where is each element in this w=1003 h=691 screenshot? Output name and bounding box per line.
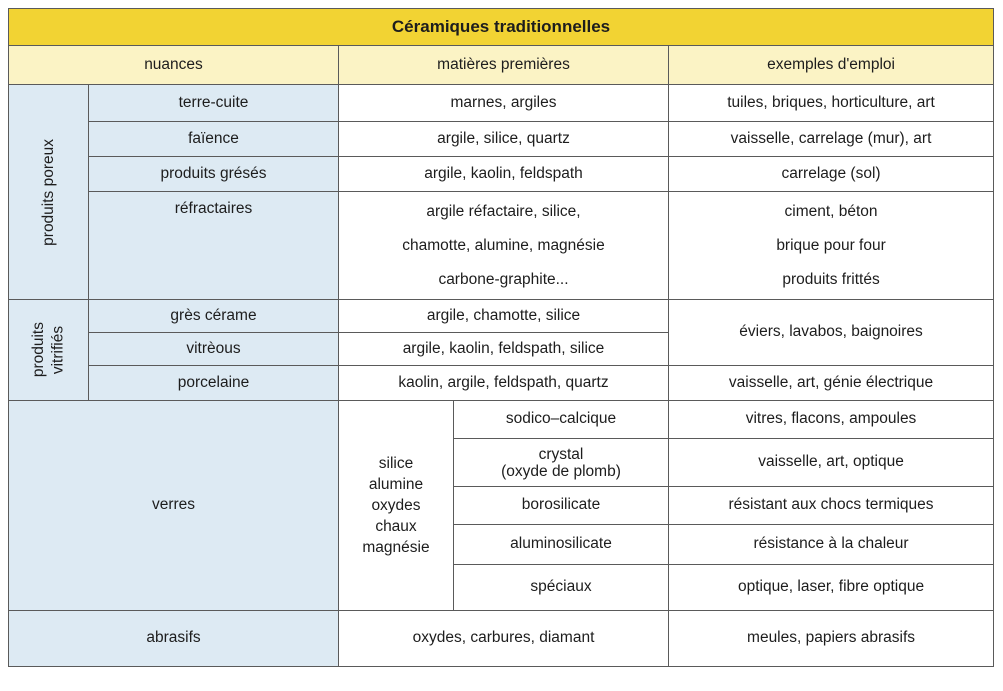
matieres-refractaires-line: carbone-graphite... bbox=[438, 270, 569, 288]
exemples-gres-vitreous: éviers, lavabos, baignoires bbox=[669, 300, 994, 366]
exemples-speciaux: optique, laser, fibre optique bbox=[669, 565, 994, 611]
verre-type-crystal-line2: (oxyde de plomb) bbox=[501, 462, 621, 480]
group-label-verres: verres bbox=[9, 401, 339, 611]
ceramics-table-figure bbox=[8, 8, 993, 680]
exemples-terre-cuite: tuiles, briques, horticulture, art bbox=[669, 85, 994, 122]
matieres-verres-line: silice bbox=[378, 455, 414, 472]
exemples-porcelaine: vaisselle, art, génie électrique bbox=[669, 366, 994, 401]
exemples-borosilicate: résistant aux chocs termiques bbox=[669, 487, 994, 525]
group-label-vitrifies-line2: vitrifiés bbox=[49, 325, 67, 375]
group-label-vitrifies bbox=[9, 300, 89, 401]
nuance-faience: faïence bbox=[89, 122, 339, 157]
nuance-terre-cuite: terre-cuite bbox=[89, 85, 339, 122]
table-title: Céramiques traditionnelles bbox=[9, 9, 994, 46]
group-label-abrasifs: abrasifs bbox=[9, 611, 339, 667]
matieres-verres-line: oxydes bbox=[371, 497, 421, 514]
exemples-sodico-calcique: vitres, flacons, ampoules bbox=[669, 401, 994, 439]
verre-type-borosilicate: borosilicate bbox=[454, 487, 669, 525]
group-label-poreux-text: produits poreux bbox=[39, 138, 57, 246]
verre-type-speciaux: spéciaux bbox=[454, 565, 669, 611]
matieres-produits-greses: argile, kaolin, feldspath bbox=[339, 157, 669, 192]
matieres-terre-cuite: marnes, argiles bbox=[339, 85, 669, 122]
nuance-porcelaine: porcelaine bbox=[89, 366, 339, 401]
group-label-poreux bbox=[9, 85, 89, 300]
nuance-vitreous: vitrèous bbox=[89, 333, 339, 366]
exemples-aluminosilicate: résistance à la chaleur bbox=[669, 525, 994, 565]
header-exemples: exemples d'emploi bbox=[669, 46, 994, 85]
matieres-porcelaine: kaolin, argile, feldspath, quartz bbox=[339, 366, 669, 401]
exemples-refractaires-line: brique pour four bbox=[776, 236, 886, 254]
nuance-produits-greses: produits grésés bbox=[89, 157, 339, 192]
header-nuances: nuances bbox=[9, 46, 339, 85]
matieres-verres-line: alumine bbox=[368, 476, 424, 493]
matieres-refractaires-line: chamotte, alumine, magnésie bbox=[402, 236, 605, 254]
exemples-abrasifs: meules, papiers abrasifs bbox=[669, 611, 994, 667]
exemples-faience: vaisselle, carrelage (mur), art bbox=[669, 122, 994, 157]
exemples-refractaires bbox=[669, 192, 994, 300]
group-label-vitrifies-text bbox=[29, 322, 68, 377]
matieres-refractaires bbox=[339, 192, 669, 300]
matieres-verres-line: chaux bbox=[375, 518, 417, 535]
matieres-abrasifs: oxydes, carbures, diamant bbox=[339, 611, 669, 667]
group-label-vitrifies-line1: produits bbox=[30, 322, 48, 378]
matieres-verres bbox=[339, 401, 454, 611]
matieres-refractaires-line: argile réfactaire, silice, bbox=[426, 202, 581, 220]
exemples-refractaires-line: ciment, béton bbox=[784, 202, 878, 220]
verre-type-crystal bbox=[454, 439, 669, 487]
header-matieres: matières premières bbox=[339, 46, 669, 85]
matieres-verres-line: magnésie bbox=[362, 539, 430, 556]
exemples-crystal: vaisselle, art, optique bbox=[669, 439, 994, 487]
matieres-faience: argile, silice, quartz bbox=[339, 122, 669, 157]
verre-type-aluminosilicate: aluminosilicate bbox=[454, 525, 669, 565]
exemples-refractaires-line: produits frittés bbox=[782, 270, 880, 288]
nuance-gres-cerame: grès cérame bbox=[89, 300, 339, 333]
verre-type-sodico-calcique: sodico–calcique bbox=[454, 401, 669, 439]
nuance-refractaires: réfractaires bbox=[89, 192, 339, 300]
verre-type-crystal-line1: crystal bbox=[538, 445, 584, 463]
exemples-produits-greses: carrelage (sol) bbox=[669, 157, 994, 192]
matieres-gres-cerame: argile, chamotte, silice bbox=[339, 300, 669, 333]
ceramics-table bbox=[8, 8, 994, 667]
matieres-vitreous: argile, kaolin, feldspath, silice bbox=[339, 333, 669, 366]
